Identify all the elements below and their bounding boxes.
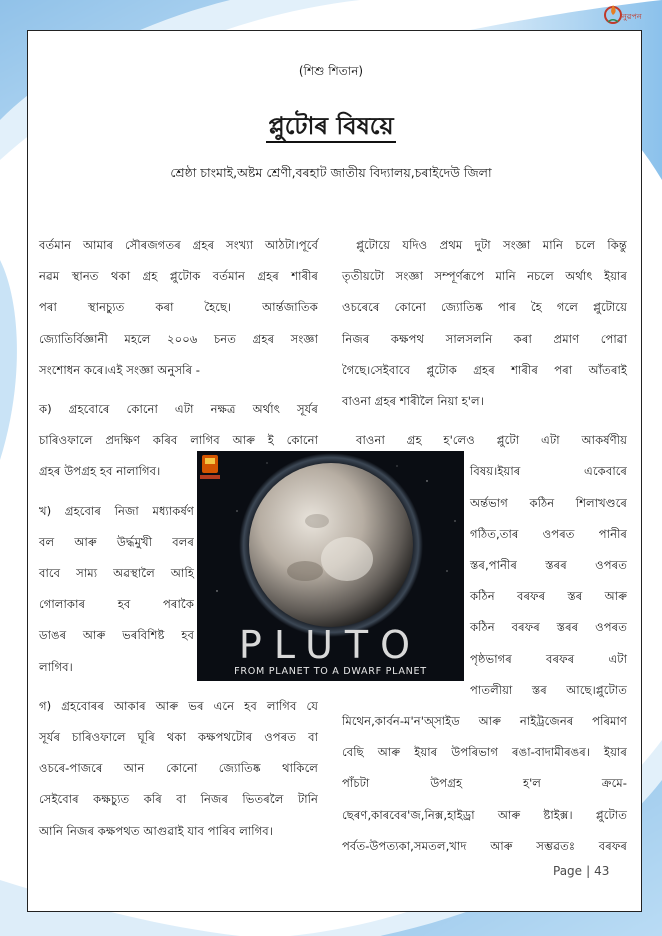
- left-line: ওচৰে-পাজৰে আন কোনো জ্যোতিষ্ক থাকিলে: [39, 761, 318, 776]
- section-subtitle: (শিশু শিতান): [298, 64, 364, 78]
- logo-flame-icon: [602, 2, 624, 26]
- right-line: পাতলীয়া স্তৰ আছে।প্লুটোত: [470, 682, 627, 697]
- left-line: সংশোধন কৰে।এই সংজ্ঞা অনুসৰি -: [39, 362, 201, 377]
- left-line: আনি নিজৰ কক্ষপথত আগুৱাই যাব পাৰিব লাগিব।: [39, 823, 273, 838]
- right-line: কঠিন বৰফৰ স্তৰ আৰু: [470, 589, 627, 604]
- article-title-text: প্লুটোৰ বিষয়ে: [266, 112, 395, 143]
- left-line: নৱম স্থানত থকা গ্ৰহ প্লুটোক বৰ্তমান গ্ৰহৰ শাৰীৰ: [39, 269, 318, 284]
- left-line: সেইবোৰ কক্ষচ্যুত কৰি বা নিজৰ ভিতৰলৈ টানি: [39, 792, 318, 807]
- right-line: মিথেন,কাৰ্বন-ম'ন'অ্সাইড আৰু নাইট্ৰজেনৰ পৰিমাণ: [342, 714, 627, 729]
- left-line: খ) গ্ৰহবোৰ নিজা মধ্যাকৰ্ষণ: [39, 503, 194, 518]
- right-line: পৰ্বত-উপত্যকা,সমতল,খাদ আৰু সম্ভৱতঃ বৰফৰ: [342, 838, 627, 853]
- logo-text: নুৱপন: [622, 12, 642, 21]
- page-label: Page: [553, 864, 583, 878]
- right-line: বেছি আৰু ইয়াৰ উপৰিভাগ ৰঙা-বাদামীৰঙৰ। ইয়াৰ: [342, 745, 627, 760]
- left-line: গ্ৰহৰ উপগ্ৰহ হব নালাগিব।: [39, 464, 161, 479]
- right-line: ওচৰেৰে কোনো জ্যোতিষ্ক পাৰ হৈ গলে প্লুটোয়ে: [342, 300, 627, 315]
- pluto-image: [197, 451, 464, 681]
- page-separator: |: [586, 864, 591, 878]
- left-line: বল আৰু উৰ্দ্ধমুখী বলৰ: [39, 534, 194, 549]
- left-line: পৰা স্থানচ্যুত কৰা হৈছে। আৰ্ন্তজাতিক: [39, 300, 318, 315]
- right-line: স্তৰ,পানীৰ স্তৰৰ ওপৰত: [470, 558, 627, 573]
- left-wave: [0, 260, 17, 460]
- page-number-value: 43: [594, 864, 610, 878]
- right-line: গঠিত,তাৰ ওপৰত পানীৰ: [470, 526, 627, 541]
- left-line: সূৰ্যৰ চাৰিওফালে ঘূৰি থকা কক্ষপথটোৰ ওপৰত বা: [39, 730, 318, 745]
- pluto-word: PLUTO: [238, 623, 423, 667]
- magazine-logo: [602, 2, 656, 26]
- right-line: কঠিন বৰফৰ স্তৰৰ ওপৰত: [470, 620, 627, 635]
- right-line: বাওনা গ্ৰহ হ'লেও প্লুটো এটা আকৰ্ষণীয়: [356, 433, 627, 448]
- right-line: ছেৰণ,কাৰবেৰ'জ,নিক্স,হাইড্ৰা আৰু ষ্টাইক্স। প্লুটোত: [342, 807, 627, 822]
- right-line: অৰ্ন্তভাগ কঠিন শিলাখণ্ডৰে: [470, 495, 627, 510]
- article-title: [0, 108, 662, 148]
- book-logo-icon: [197, 451, 223, 483]
- author-line: শ্ৰেষ্ঠা চাংমাই,অষ্টম শ্ৰেণী,বৰহাট জাতীয় বিদ্যালয়,চৰাইদেউ জিলা: [170, 165, 492, 180]
- right-line: পাঁচটা উপগ্ৰহ হ'ল ক্ৰমে-: [342, 776, 627, 791]
- left-line: ক) গ্ৰহবোৰে কোনো এটা নক্ষত্ৰ অৰ্থাৎ সূৰ্যৰ: [39, 402, 318, 417]
- pluto-caption: FROM PLANET TO A DWARF PLANET: [234, 666, 427, 677]
- left-line: জ্যোতিৰ্বিজ্ঞানী মহলে ২০০৬ চনত গ্ৰহৰ সংজ্ঞা: [39, 331, 318, 346]
- left-line: বৰ্তমান আমাৰ সৌৰজগতৰ গ্ৰহৰ সংখ্যা আঠটা।পূৰ্বে: [39, 238, 318, 252]
- right-line: নিজৰ কক্ষপথ সালসলনি কৰা প্ৰমাণ পোৱা: [342, 331, 627, 346]
- right-line: পৃষ্ঠভাগৰ বৰফৰ এটা: [470, 651, 627, 666]
- left-line: চাৰিওফালে প্ৰদক্ষিণ কৰিব লাগিব আৰু ই কোনো: [39, 433, 318, 448]
- left-line: গোলাকাৰ হব পৰাকৈ: [39, 597, 194, 612]
- right-line: বিষয়।ইয়াৰ একেবাৰে: [470, 464, 627, 479]
- right-line: গৈছে।সেইবাবে প্লুটোক গ্ৰহৰ শাৰীৰ পৰা আঁতৰাই: [342, 362, 627, 377]
- left-line: লাগিব।: [39, 659, 73, 674]
- page-number: [553, 864, 609, 878]
- right-line: তৃতীয়টো সংজ্ঞা সম্পূৰ্ণৰূপে মানি নচলে অৰ্থাৎ ইয়াৰ: [342, 269, 627, 284]
- left-line: গ) গ্ৰহবোৰৰ আকাৰ আৰু ভৰ এনে হব লাগিব যে: [39, 698, 318, 713]
- left-line: বাবে সাম্য অৱস্থালৈ আহি: [39, 566, 194, 581]
- right-line: প্লুটোয়ে যদিও প্ৰথম দুটা সংজ্ঞা মানি চলে কিন্তু: [356, 238, 627, 252]
- right-line: বাওনা গ্ৰহৰ শাৰীলৈ নিয়া হ'ল।: [342, 394, 484, 409]
- left-line: ডাঙৰ আৰু ভৰবিশিষ্ট হব: [39, 628, 194, 643]
